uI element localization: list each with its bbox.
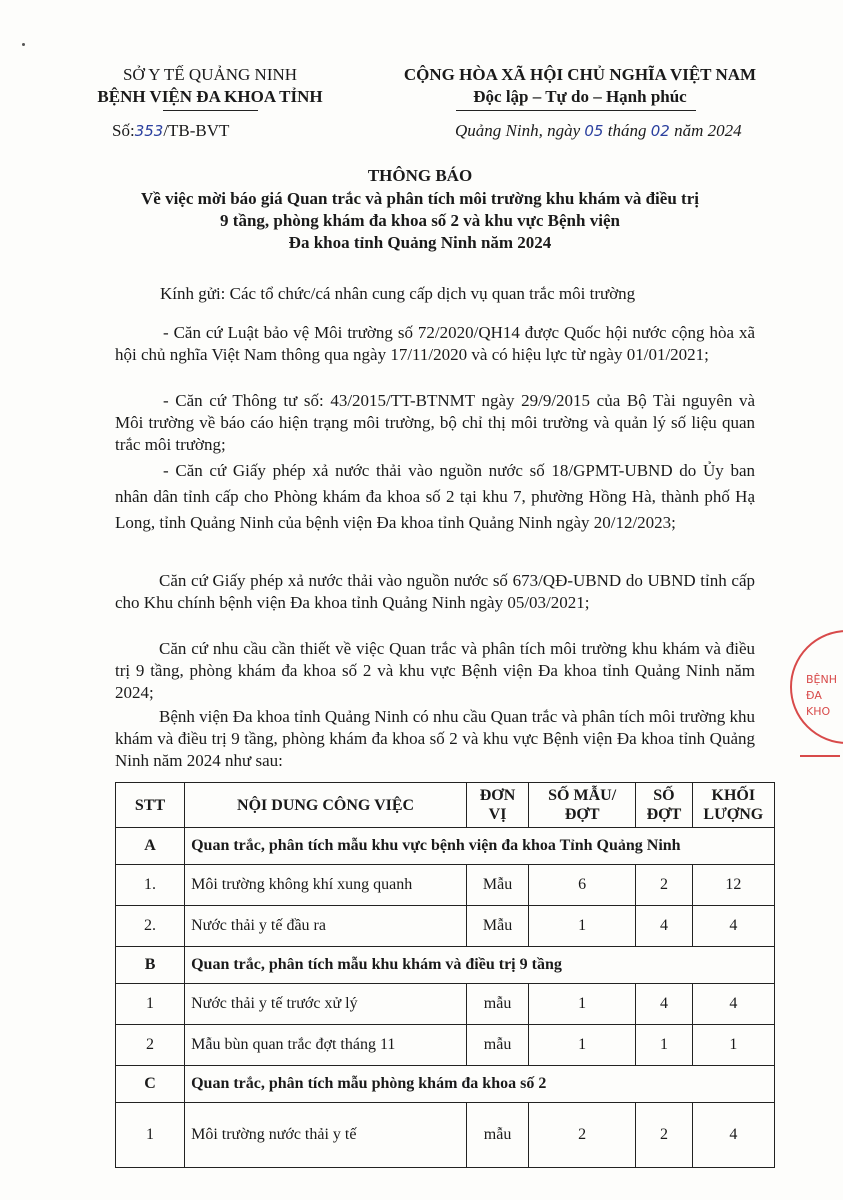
date-prefix: Quảng Ninh, ngày <box>455 121 585 140</box>
motto: Độc lập – Tự do – Hạnh phúc <box>473 87 687 106</box>
section-code: C <box>116 1066 185 1103</box>
scan-speck <box>22 43 25 46</box>
section-row-b <box>116 947 775 984</box>
cell-don-vi: mẫu <box>467 1025 529 1066</box>
section-title: Quan trắc, phân tích mẫu khu khám và điều trị 9 tầng <box>185 947 775 984</box>
legal-basis-2: - Căn cứ Thông tư số: 43/2015/TT-BTNMT ngày 29/9/2015 của Bộ Tài nguyên và Môi trường về báo cáo hiện trạng môi trường, bộ chỉ thị môi trường và quản lý số liệu quan trắc môi trường; <box>115 391 755 454</box>
cell-khoi-luong: 4 <box>692 984 774 1025</box>
cell-so-dot: 1 <box>636 1025 692 1066</box>
cell-khoi-luong: 4 <box>692 1103 774 1168</box>
cell-noi-dung: Môi trường không khí xung quanh <box>185 865 467 906</box>
legal-basis-1: - Căn cứ Luật bảo vệ Môi trường số 72/2020/QH14 được Quốc hội nước cộng hòa xã hội chủ nghĩa Việt Nam thông qua ngày 17/11/2020 và có hiệu lực từ ngày 01/01/2021; <box>115 323 755 364</box>
legal-basis-3: - Căn cứ Giấy phép xả nước thải vào nguồn nước số 18/GPMT-UBND do Ủy ban nhân dân tỉnh cấp cho Phòng khám đa khoa số 2 tại khu 7, phường Hồng Hà, thành phố Hạ Long, tỉnh Quảng Ninh của bệnh viện Đa khoa tỉnh Quảng Ninh ngày 20/12/2023; <box>115 461 755 532</box>
cell-noi-dung: Nước thải y tế đầu ra <box>185 906 467 947</box>
cell-don-vi: Mẫu <box>467 865 529 906</box>
date-suffix: năm 2024 <box>669 121 742 140</box>
section-title: Quan trắc, phân tích mẫu khu vực bệnh viện đa khoa Tỉnh Quảng Ninh <box>185 828 775 865</box>
doc-no-suffix: /TB-BVT <box>163 121 230 140</box>
issuer-hospital: BỆNH VIỆN ĐA KHOA TỈNH <box>97 87 323 106</box>
cell-stt: 1. <box>116 865 185 906</box>
stamp-line-2: ĐA KHO <box>806 689 831 718</box>
work-items-table <box>115 782 775 1168</box>
cell-khoi-luong: 1 <box>692 1025 774 1066</box>
cell-stt: 2 <box>116 1025 185 1066</box>
col-noi-dung: NỘI DUNG CÔNG VIỆC <box>185 783 467 828</box>
section-row-a <box>116 828 775 865</box>
subject-line-3: Đa khoa tỉnh Quảng Ninh năm 2024 <box>288 233 552 252</box>
cell-so-mau: 6 <box>529 865 636 906</box>
col-so-mau: SỐ MẪU/ ĐỢT <box>529 783 636 828</box>
country-name: CỘNG HÒA XÃ HỘI CHỦ NGHĨA VIỆT NAM <box>403 65 757 84</box>
subject-line-2: 9 tầng, phòng khám đa khoa số 2 và khu vực Bệnh viện <box>220 211 620 230</box>
table-row <box>116 865 775 906</box>
cell-so-mau: 1 <box>529 1025 636 1066</box>
cell-don-vi: Mẫu <box>467 906 529 947</box>
cell-khoi-luong: 4 <box>692 906 774 947</box>
recipient-line: Kính gửi: Các tổ chức/cá nhân cung cấp dịch vụ quan trắc môi trường <box>160 284 636 303</box>
request-statement: Bệnh viện Đa khoa tỉnh Quảng Ninh có nhu cầu Quan trắc và phân tích môi trường khu khám và điều trị 9 tầng, phòng khám đa khoa số 2 và khu vực Bệnh viện Đa khoa tỉnh Quảng Ninh năm 2024 như sau: <box>115 707 755 770</box>
document-date <box>455 121 742 141</box>
section-code: B <box>116 947 185 984</box>
cell-stt: 1 <box>116 1103 185 1168</box>
table-row <box>116 1025 775 1066</box>
cell-so-mau: 1 <box>529 984 636 1025</box>
cell-khoi-luong: 12 <box>692 865 774 906</box>
table-header-row <box>116 783 775 828</box>
table-row <box>116 906 775 947</box>
cell-so-dot: 4 <box>636 906 692 947</box>
cell-noi-dung: Môi trường nước thải y tế <box>185 1103 467 1168</box>
cell-don-vi: mẫu <box>467 1103 529 1168</box>
date-month-label: tháng <box>603 121 651 140</box>
issuer-underline <box>163 110 258 111</box>
table-row <box>116 984 775 1025</box>
legal-basis-4: Căn cứ Giấy phép xả nước thải vào nguồn nước số 673/QĐ-UBND do UBND tỉnh cấp cho Khu chính bệnh viện Đa khoa tỉnh Quảng Ninh ngày 05/03/2021; <box>115 571 755 612</box>
cell-stt: 1 <box>116 984 185 1025</box>
subject-line-1: Về việc mời báo giá Quan trắc và phân tích môi trường khu khám và điều trị <box>141 189 699 208</box>
col-don-vi: ĐƠN VỊ <box>467 783 529 828</box>
cell-so-mau: 2 <box>529 1103 636 1168</box>
col-khoi-luong: KHỐI LƯỢNG <box>692 783 774 828</box>
date-month-handwritten: 02 <box>650 122 670 140</box>
cell-stt: 2. <box>116 906 185 947</box>
stamp-line-1: BỆNH <box>806 673 837 686</box>
need-basis: Căn cứ nhu cầu cần thiết về việc Quan trắc và phân tích môi trường khu khám và điều trị 9 tầng, phòng khám đa khoa số 2 và khu vực Bệnh viện Đa khoa tỉnh Quảng Ninh năm 2024; <box>115 639 755 702</box>
issuer-department: SỞ Y TẾ QUẢNG NINH <box>122 65 298 84</box>
document-subject <box>60 188 780 254</box>
cell-so-dot: 2 <box>636 1103 692 1168</box>
doc-no-prefix: Số: <box>112 121 135 140</box>
col-stt: STT <box>116 783 185 828</box>
section-title: Quan trắc, phân tích mẫu phòng khám đa khoa số 2 <box>185 1066 775 1103</box>
date-day-handwritten: 05 <box>584 122 604 140</box>
cell-so-mau: 1 <box>529 906 636 947</box>
doc-no-handwritten: 353 <box>134 122 164 140</box>
motto-underline <box>456 110 696 111</box>
stamp-lettering <box>806 672 843 720</box>
national-motto-block <box>360 64 800 108</box>
document-title: THÔNG BÁO <box>367 166 473 185</box>
cell-noi-dung: Mẫu bùn quan trắc đợt tháng 11 <box>185 1025 467 1066</box>
stamp-underline <box>800 755 840 757</box>
table-row <box>116 1103 775 1168</box>
cell-so-dot: 2 <box>636 865 692 906</box>
section-code: A <box>116 828 185 865</box>
document-number <box>112 121 229 141</box>
section-row-c <box>116 1066 775 1103</box>
cell-noi-dung: Nước thải y tế trước xử lý <box>185 984 467 1025</box>
cell-so-dot: 4 <box>636 984 692 1025</box>
col-so-dot: SỐ ĐỢT <box>636 783 692 828</box>
cell-don-vi: mẫu <box>467 984 529 1025</box>
issuer-block <box>60 64 360 108</box>
